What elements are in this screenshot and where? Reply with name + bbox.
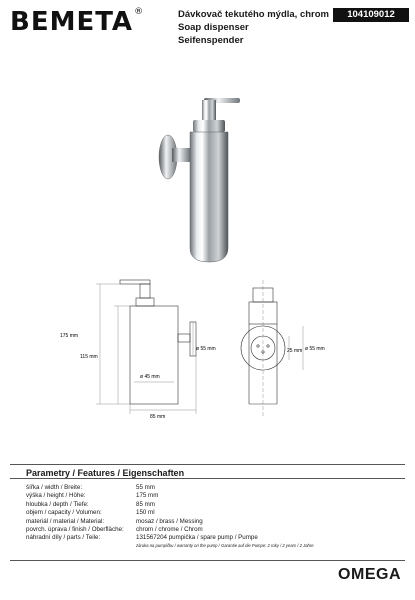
section-divider-top — [10, 464, 405, 465]
param-value: 85 mm — [136, 500, 155, 508]
param-row-depth — [26, 501, 314, 509]
param-label: materiál / material / Material: — [26, 517, 105, 525]
product-titles — [178, 8, 329, 47]
param-row-material — [26, 518, 314, 526]
parameters-title: Parametry / Features / Eigenschaften — [26, 468, 185, 478]
registered-mark: ® — [134, 7, 145, 17]
section-divider-bottom — [10, 560, 405, 561]
title-en: Soap dispenser — [178, 22, 249, 33]
side-rosette-diameter-dimension: ø 55 mm — [305, 346, 325, 352]
brand-name: BEMETA — [10, 7, 134, 37]
section-divider-title — [10, 478, 405, 479]
param-value: mosaz / brass / Messing — [136, 517, 203, 525]
warranty-note: záruka na pumpičku / warranty on the pump / Garantie auf die Pumpe: 2 roky / 2 years / 2 Jahre — [136, 542, 314, 548]
param-label: výška / height / Höhe: — [26, 492, 86, 500]
brand-logo — [10, 9, 144, 35]
param-value: 131567204 pumpička / spare pump / Pumpe — [136, 534, 258, 542]
param-value: 150 ml — [136, 509, 155, 517]
param-label: šířka / width / Breite: — [26, 484, 83, 491]
parameters-table — [26, 484, 314, 549]
depth-dimension: 85 mm — [150, 414, 166, 420]
side-view-drawing — [225, 270, 335, 425]
spout-height-dimension: 115 mm — [80, 354, 98, 360]
param-row-finish — [26, 526, 314, 534]
param-label: hloubka / depth / Tiefe: — [26, 500, 89, 508]
series-name: OMEGA — [338, 566, 401, 583]
product-photo — [150, 90, 260, 270]
param-value: 55 mm — [136, 484, 155, 491]
title-cz: Dávkovač tekutého mýdla, chrom — [178, 9, 329, 20]
front-view-drawing — [60, 270, 220, 425]
param-label: objem / capacity / Volumen: — [26, 509, 102, 517]
param-row-parts — [26, 534, 314, 542]
offset-dimension: 25 mm — [287, 348, 303, 354]
param-value: 175 mm — [136, 492, 159, 500]
height-dimension: 175 mm — [60, 333, 79, 339]
param-label: povrch. úprava / finish / Oberfläche: — [26, 526, 124, 534]
product-code-badge: 104109012 — [333, 8, 409, 22]
title-de: Seifenspender — [178, 35, 244, 46]
rosette-diameter-dimension: ø 55 mm — [196, 346, 216, 352]
param-row-height — [26, 492, 314, 500]
param-value: chrom / chrome / Chrom — [136, 526, 203, 534]
param-row-capacity — [26, 509, 314, 517]
body-diameter-dimension: ø 45 mm — [140, 374, 160, 380]
param-label: náhradní díly / parts / Teile: — [26, 534, 101, 542]
param-row-width — [26, 484, 314, 492]
